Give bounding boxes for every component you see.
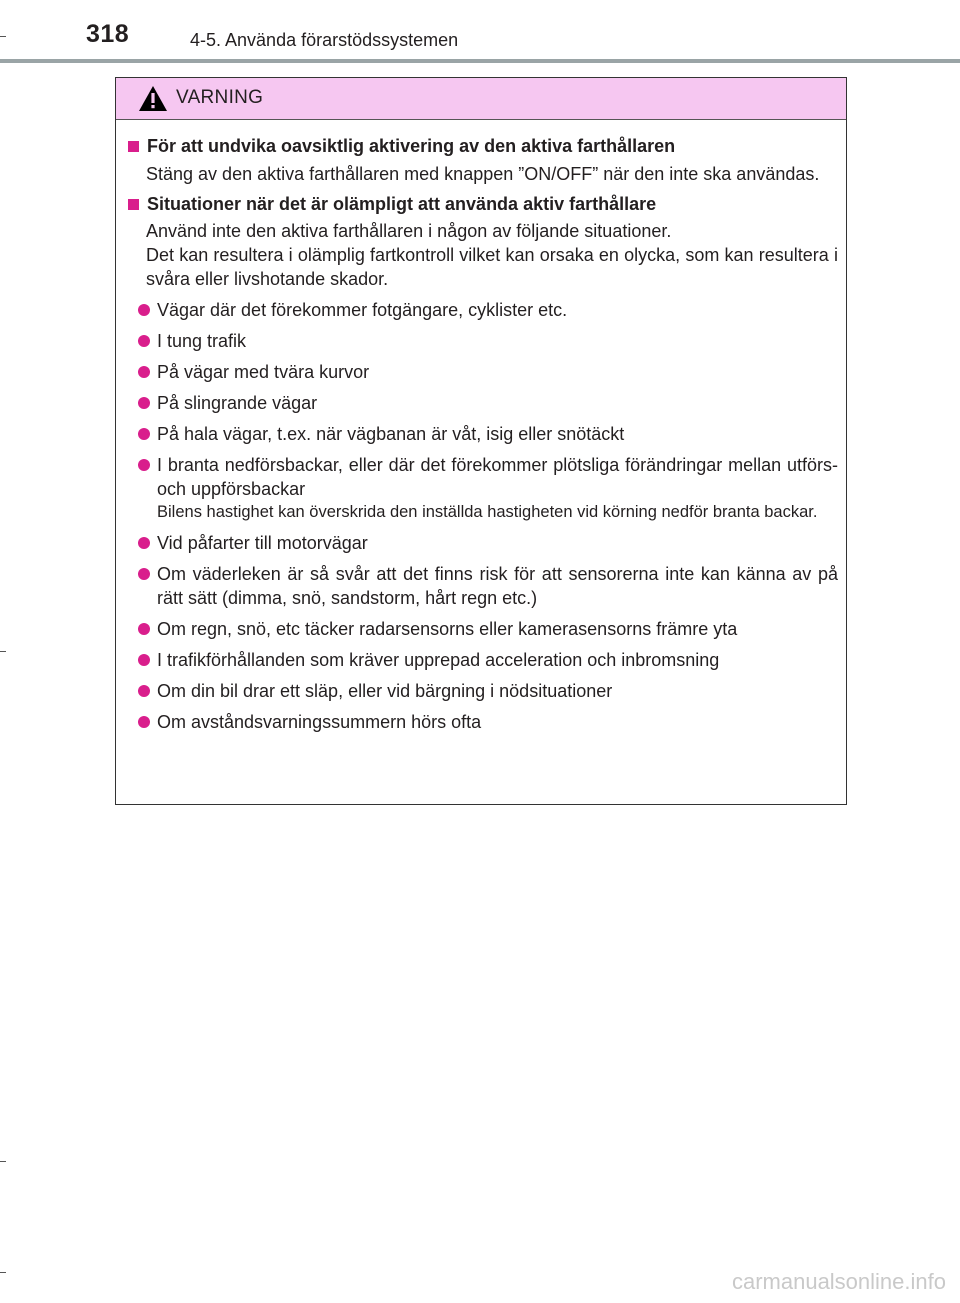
page-number: 318 [86, 20, 130, 48]
list-item [126, 360, 838, 384]
list-item [126, 648, 838, 672]
paragraph: Stäng av den aktiva farthållaren med knappen ”ON/OFF” när den inte ska användas. [146, 164, 820, 184]
round-bullet-icon [138, 304, 150, 316]
paragraph: Använd inte den aktiva farthållaren i någon av följande situationer. [146, 221, 672, 241]
round-bullet-icon [138, 568, 150, 580]
round-bullet-icon [138, 537, 150, 549]
list-item-text: I tung trafik [157, 331, 247, 351]
subheading-text: För att undvika oavsiktlig aktivering av den aktiva farthållaren [147, 136, 676, 156]
round-bullet-icon [138, 623, 150, 635]
round-bullet-icon [138, 335, 150, 347]
list-item-text [157, 453, 838, 524]
crop-mark-bottom [0, 1272, 6, 1273]
list-item [126, 562, 838, 610]
list-item-text: Om din bil drar ett släp, eller vid bärgning i nödsituationer [157, 681, 613, 701]
section-title: 4-5. Använda förarstödssystemen [190, 30, 459, 50]
round-bullet-icon [138, 366, 150, 378]
list-item-main: I branta nedförsbackar, eller där det förekommer plötsliga förändringar mellan utförs- och uppförsbackar [157, 455, 838, 499]
crop-mark-top [0, 36, 6, 37]
list-item [126, 422, 838, 446]
list-item-note: Bilens hastighet kan överskrida den inställda hastigheten vid körning nedför branta backar. [157, 503, 818, 521]
list-item [126, 453, 838, 524]
list-item-text: Vid påfarter till motorvägar [157, 533, 368, 553]
list-item [126, 391, 838, 415]
list-item-text: Vägar där det förekommer fotgängare, cyklister etc. [157, 300, 568, 320]
round-bullet-icon [138, 397, 150, 409]
header-rule [0, 59, 960, 63]
paragraph: Det kan resultera i olämplig fartkontroll vilket kan orsaka en olycka, som kan resultera i svåra eller livshotande skador. [146, 245, 838, 289]
list-item-text: På hala vägar, t.ex. när vägbanan är våt, isig eller snötäckt [157, 424, 625, 444]
situation-list [126, 298, 838, 734]
round-bullet-icon [138, 685, 150, 697]
warning-header [116, 78, 846, 120]
warning-body [116, 120, 846, 734]
list-item [126, 298, 838, 322]
round-bullet-icon [138, 428, 150, 440]
subheading [126, 134, 838, 159]
list-item-text: I trafikförhållanden som kräver upprepad acceleration och inbromsning [157, 650, 720, 670]
list-item [126, 710, 838, 734]
list-item [126, 531, 838, 555]
round-bullet-icon [138, 654, 150, 666]
warning-label: VARNING [176, 87, 264, 108]
subheading-text: Situationer när det är olämpligt att använda aktiv farthållare [147, 194, 657, 214]
watermark: carmanualsonline.info [731, 1269, 946, 1294]
list-item [126, 679, 838, 703]
warning-box [115, 77, 847, 805]
square-bullet-icon [128, 141, 139, 152]
round-bullet-icon [138, 716, 150, 728]
warning-triangle-icon [138, 85, 168, 112]
list-item-text: Om avståndsvarningssummern hörs ofta [157, 712, 482, 732]
list-item-text: Om väderleken är så svår att det finns risk för att sensorerna inte kan känna av på rätt sätt (dimma, snö, sandstorm, hårt regn etc.) [157, 564, 838, 608]
subheading [126, 192, 838, 217]
round-bullet-icon [138, 459, 150, 471]
list-item [126, 617, 838, 641]
list-item-text: På vägar med tvära kurvor [157, 362, 370, 382]
crop-mark-low [0, 1161, 6, 1162]
list-item-text: På slingrande vägar [157, 393, 318, 413]
square-bullet-icon [128, 199, 139, 210]
list-item [126, 329, 838, 353]
crop-mark-middle [0, 651, 6, 652]
list-item-text: Om regn, snö, etc täcker radarsensorns eller kamerasensorns främre yta [157, 619, 738, 639]
